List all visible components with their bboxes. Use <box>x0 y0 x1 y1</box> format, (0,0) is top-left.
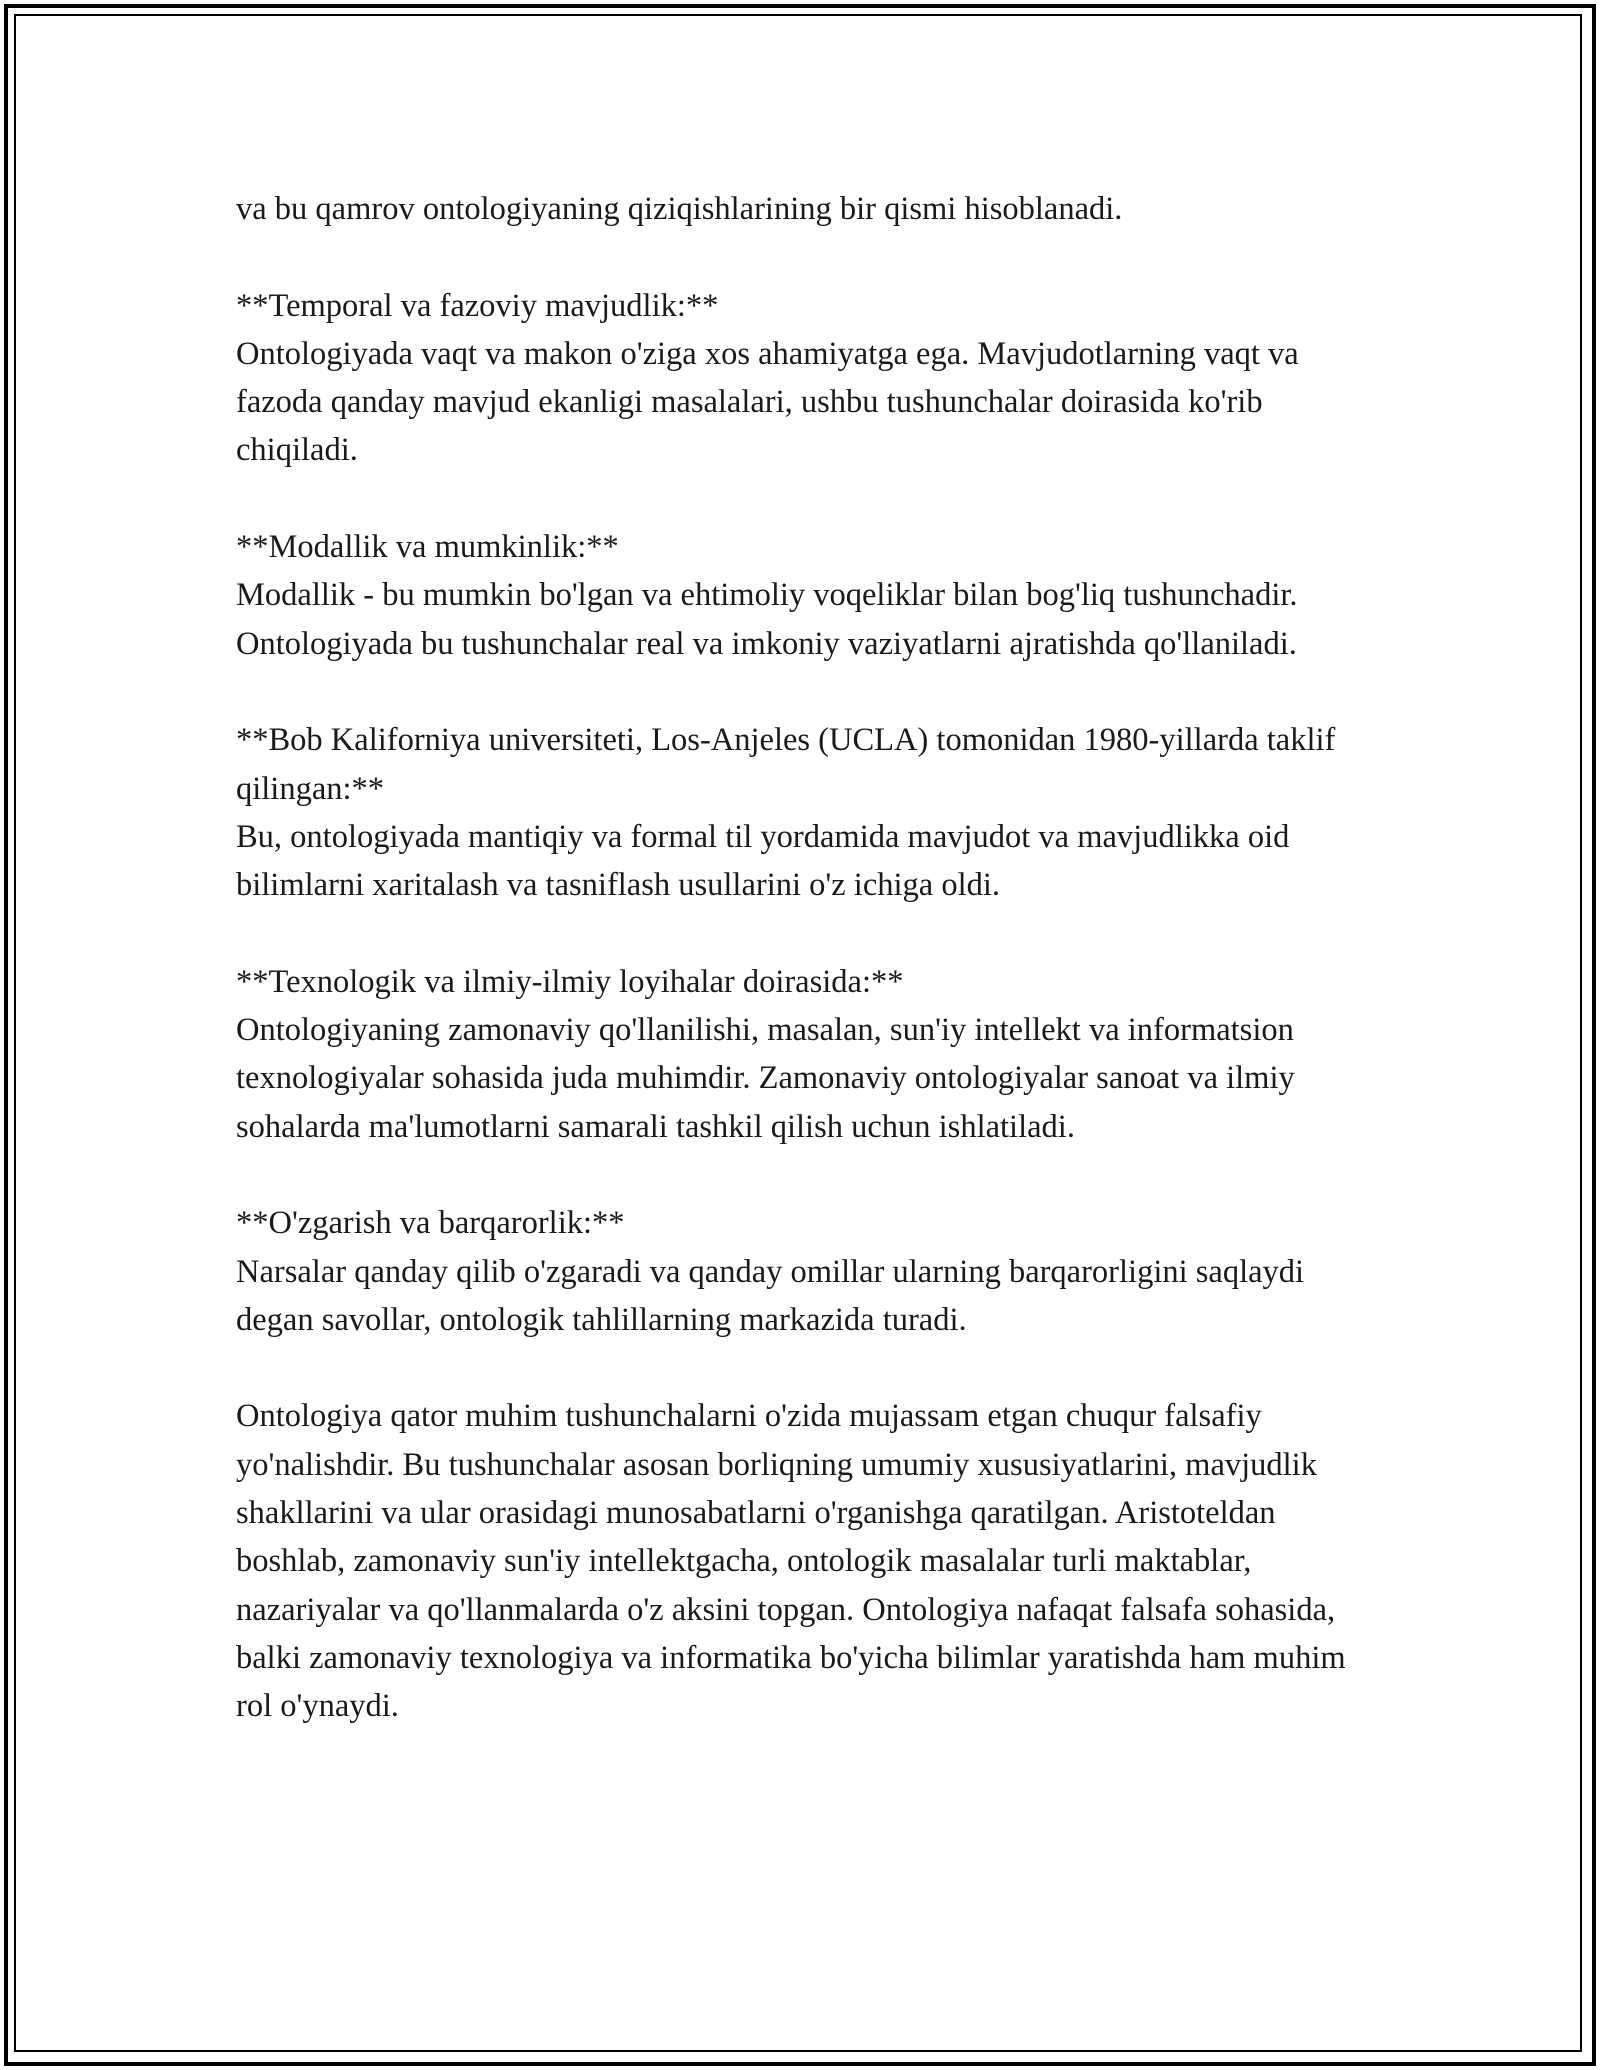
section-text: Narsalar qanday qilib o'zgaradi va qanday omillar ularning barqarorligini saqlaydi degan savollar, ontologik tahlillarning markazida turadi. <box>236 1253 1305 1338</box>
section-text: Ontologiyaning zamonaviy qo'llanilishi, masalan, sun'iy intellekt va informatsion texnologiyalar sohasida juda muhimdir. Zamonaviy ontologiyalar sanoat va ilmiy sohalarda ma'lumotlarni samarali tashkil qilish uchun ishlatiladi. <box>236 1012 1295 1145</box>
section-modality <box>236 523 1376 668</box>
intro-paragraph: va bu qamrov ontologiyaning qiziqishlarining bir qismi hisoblanadi. <box>236 191 1123 227</box>
section-heading: **Modallik va mumkinlik:** <box>236 529 619 566</box>
conclusion-paragraph: Ontologiya qator muhim tushunchalarni o'zida mujassam etgan chuqur falsafiy yo'nalishdir. Bu tushunchalar asosan borliqning umumiy xususiyatlarini, mavjudlik shakllarini va ular orasidagi munosabatlarni o'rganishga qaratilgan. Aristoteldan boshlab, zamonaviy sun'iy intellektgacha, ontologik masalalar turli maktablar, nazariyalar va qo'llanmalarda o'z aksini topgan. Ontologiya nafaqat falsafa sohasida, balki zamonaviy texnologiya va informatika bo'yicha bilimlar yaratishda ham muhim rol o'ynaydi. <box>236 1398 1346 1725</box>
section-technology <box>236 958 1376 1151</box>
section-heading: **O'zgarish va barqarorlik:** <box>236 1205 625 1242</box>
section-heading: **Temporal va fazoviy mavjudlik:** <box>236 287 719 324</box>
section-heading: **Bob Kaliforniya universiteti, Los-Anjeles (UCLA) tomonidan 1980-yillarda taklif qilingan:** <box>236 722 1336 807</box>
section-ucla <box>236 716 1376 909</box>
section-change <box>236 1199 1376 1344</box>
section-heading: **Texnologik va ilmiy-ilmiy loyihalar doirasida:** <box>236 963 904 1000</box>
section-text: Bu, ontologiyada mantiqiy va formal til yordamida mavjudot va mavjudlikka oid bilimlarni xaritalash va tasniflash usullarini o'z ichiga oldi. <box>236 818 1290 904</box>
section-text: Modallik - bu mumkin bo'lgan va ehtimoliy voqeliklar bilan bog'liq tushunchadir. Ontologiyada bu tushunchalar real va imkoniy vaziyatlarni ajratishda qo'llaniladi. <box>236 577 1298 662</box>
document-body <box>236 185 1376 1731</box>
section-temporal <box>236 282 1376 475</box>
section-text: Ontologiyada vaqt va makon o'ziga xos ahamiyatga ega. Mavjudotlarning vaqt va fazoda qanday mavjud ekanligi masalalari, ushbu tushunchalar doirasida ko'rib chiqiladi. <box>236 335 1299 469</box>
